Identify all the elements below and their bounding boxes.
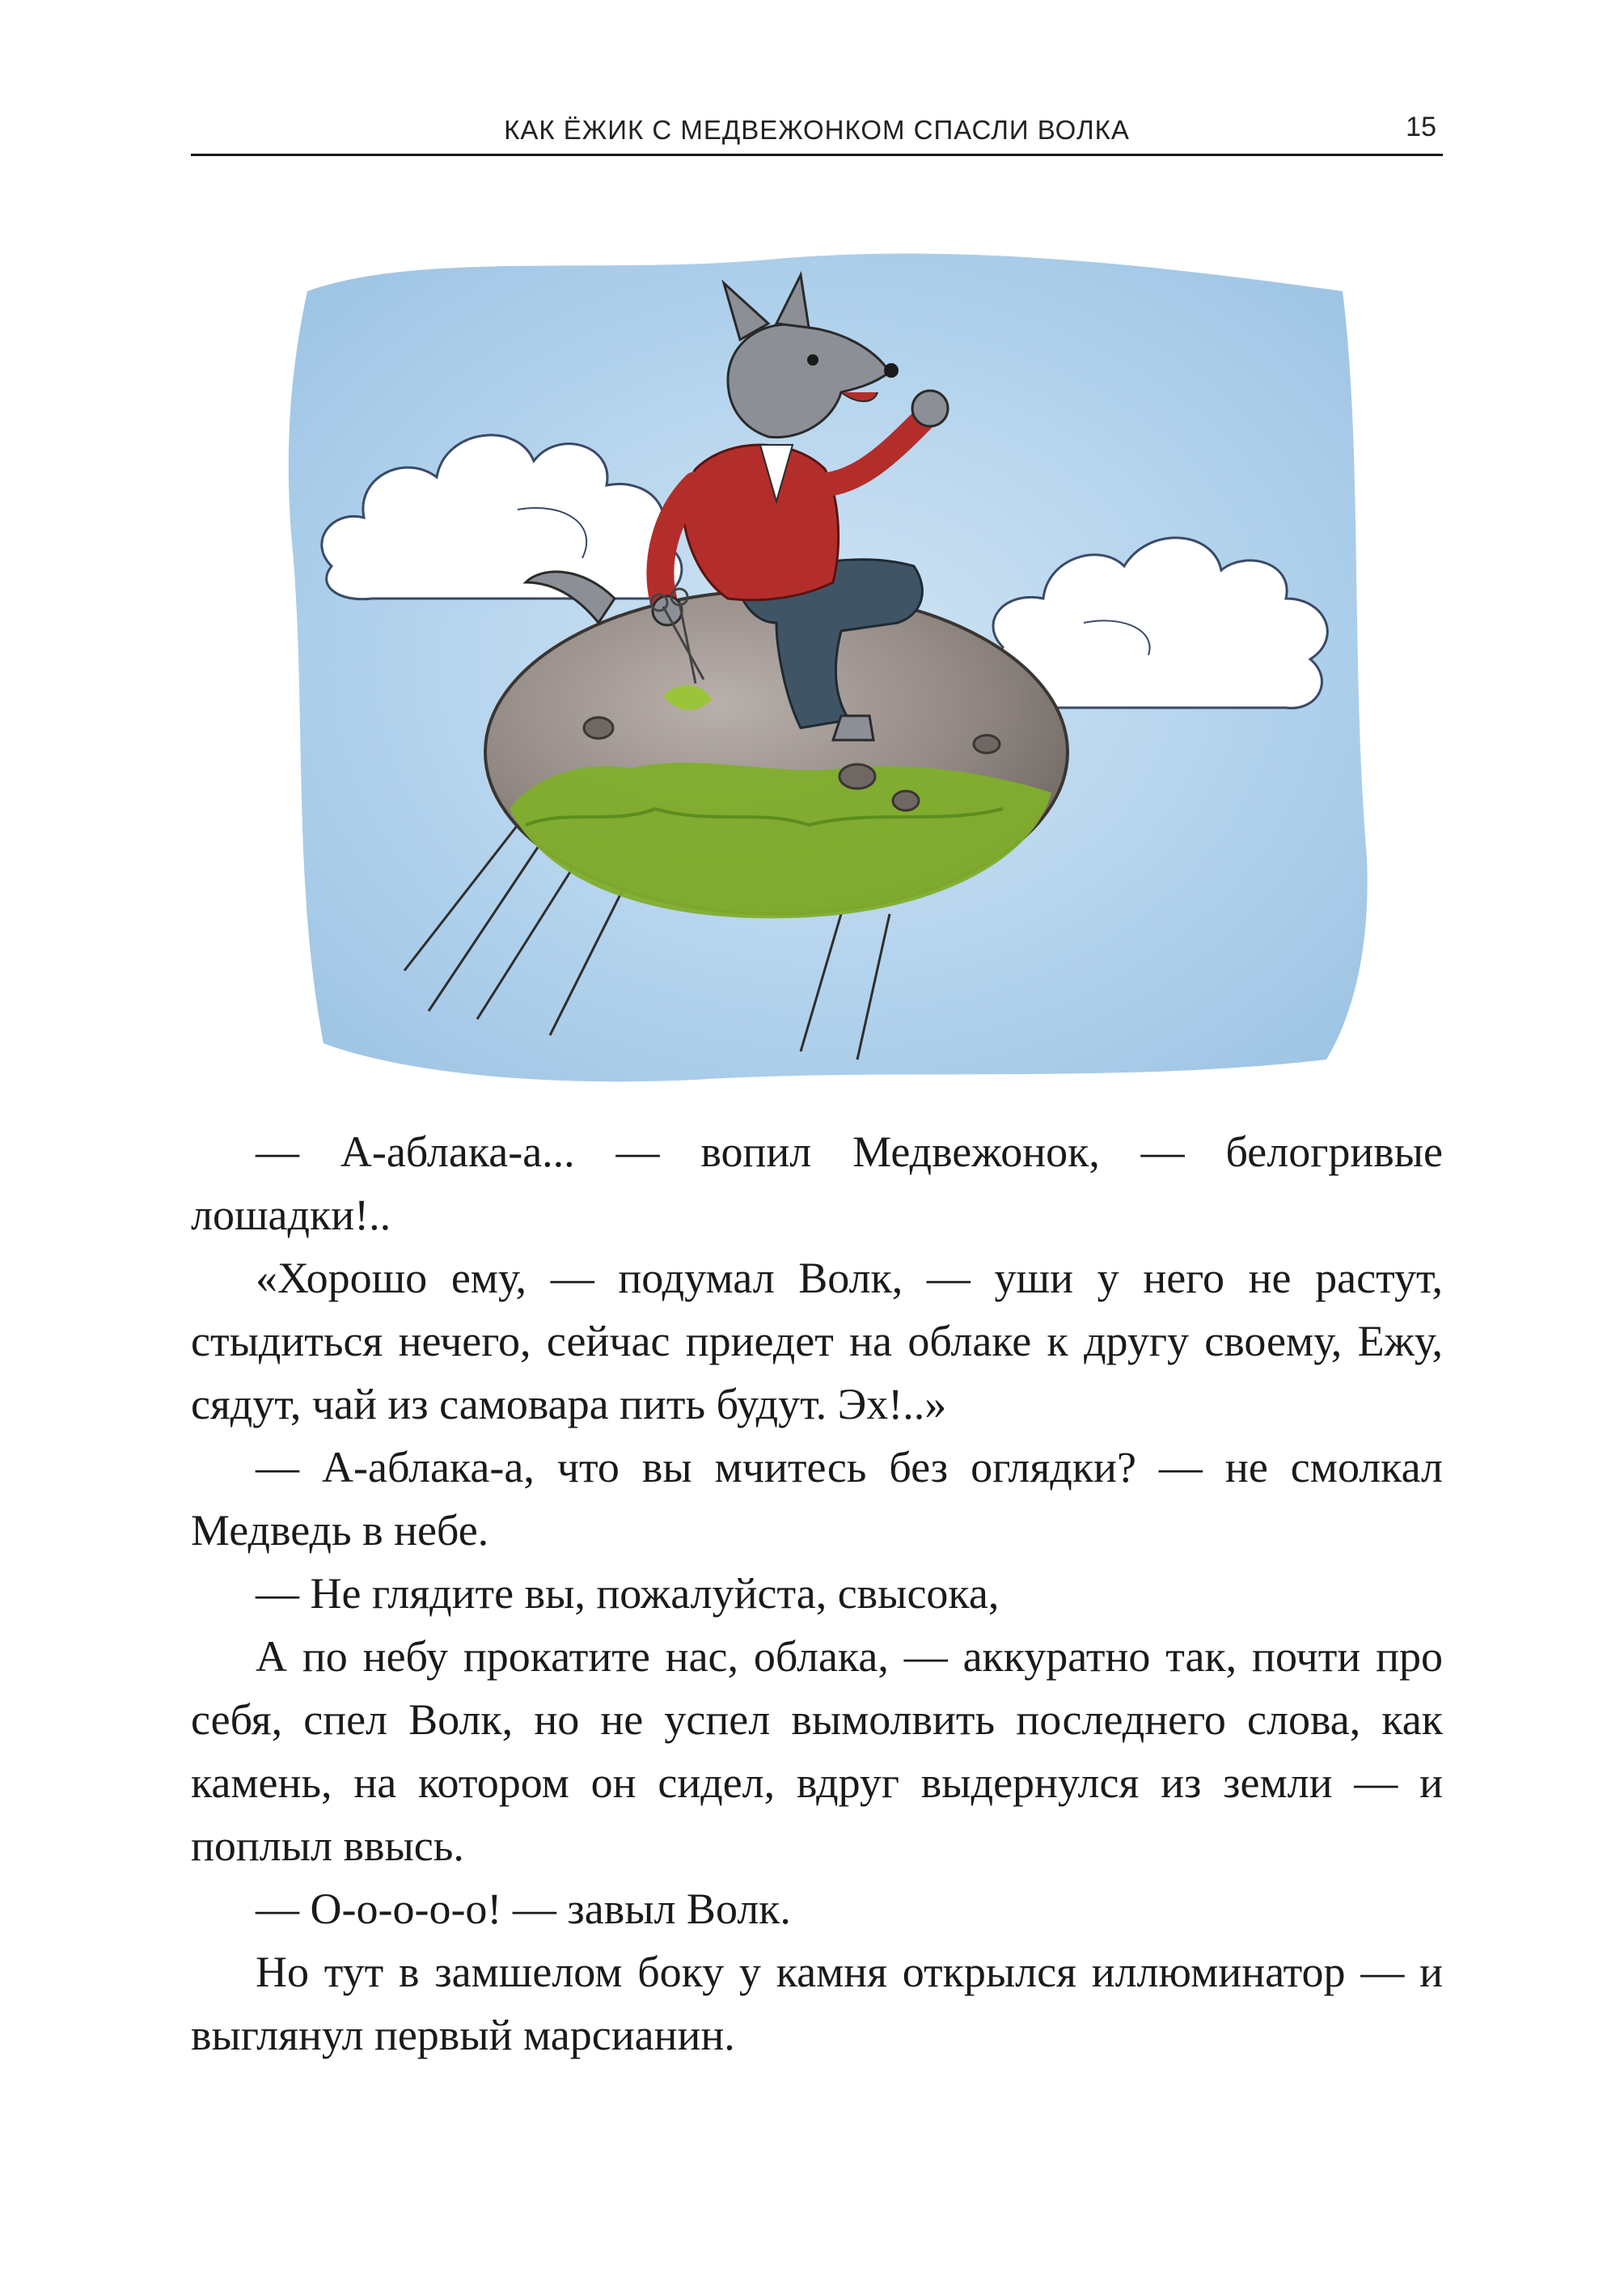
- story-text: [191, 1120, 1443, 2067]
- page-number: 15: [1406, 112, 1436, 142]
- paragraph: Но тут в замшелом боку у камня открылся иллюминатор — и выглянул первый марсианин.: [191, 1948, 1443, 2059]
- paragraph: — О-о-о-о-о! — завыл Волк.: [256, 1885, 791, 1933]
- paragraph: А по небу прокатите нас, облака, — аккуратно так, почти про себя, спел Волк, но не успел вымолвить последнего слова, как камень, на котором он сидел, вдруг выдернулся из земли — и поплыл ввысь.: [191, 1632, 1443, 1870]
- running-header: [191, 105, 1443, 156]
- paragraph: — Не глядите вы, пожалуйста, свысока,: [256, 1569, 1000, 1618]
- running-title: КАК ЁЖИК С МЕДВЕЖОНКОМ СПАСЛИ ВОЛКА: [504, 115, 1130, 145]
- paragraph: — А-аблака-а... — вопил Медвежонок, — белогривые лошадки!..: [191, 1127, 1443, 1239]
- illustration-wolf-on-flying-stone: [275, 243, 1375, 1088]
- wolf-jacket: [683, 445, 839, 600]
- paragraph: — А-аблака-а, что вы мчитесь без оглядки? — не смолкал Медведь в небе.: [191, 1443, 1443, 1555]
- paragraph: «Хорошо ему, — подумал Волк, — уши у него не растут, стыдиться нечего, сейчас приедет на облаке к другу своему, Ежу, сядут, чай из самовара пить будут. Эх!..»: [191, 1254, 1443, 1428]
